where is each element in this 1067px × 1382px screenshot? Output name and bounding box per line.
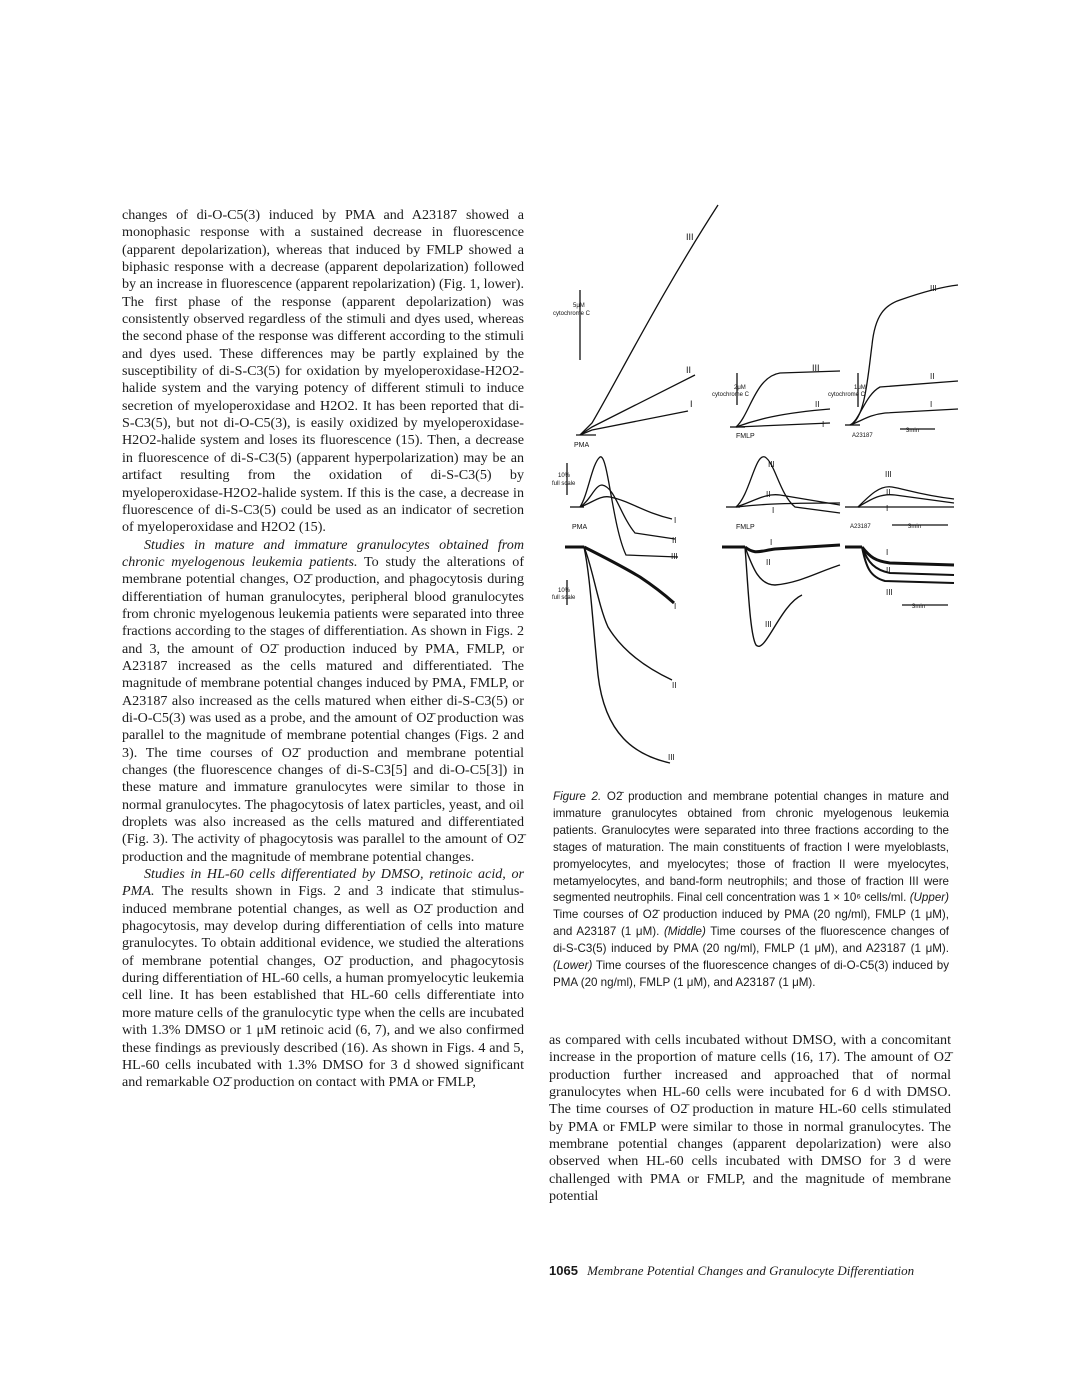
page-footer	[549, 1263, 951, 1279]
label-a23-I: I	[930, 400, 933, 409]
label-pma-I: I	[690, 399, 693, 409]
fmlp-dio-curve-III	[745, 547, 802, 646]
pma-dis-curve-I	[580, 497, 672, 519]
upper-panel	[576, 205, 958, 435]
caption-upper-text: Time courses of O2̄ production induced by PMA (20 ng/ml), FMLP (1 μM), and A23187 (1 μM).	[553, 908, 949, 939]
label-lower-time: 3min	[912, 604, 926, 610]
label-cyto2-b: cytochrome C	[712, 392, 750, 398]
page-number: 1065	[549, 1263, 578, 1278]
label-pma-dio-III: III	[668, 753, 675, 762]
label-a23187: A23187	[852, 433, 873, 439]
paragraph-2	[122, 537, 524, 867]
label-a23-dis-III: III	[885, 470, 892, 479]
label-fmlp-dio-I: I	[770, 538, 773, 547]
label-scale2-b: full scale	[552, 595, 576, 601]
pma-dis-curve-III	[580, 457, 678, 557]
label-fmlp-I: I	[822, 420, 825, 429]
a23-dio-curve-I	[862, 547, 954, 565]
paragraph-3-body: The results shown in Figs. 2 and 3 indicate that stimulus-induced membrane potential changes, as well as O2̄ production and phagocytosis, may develop during differentiation of cells into mature granulocytes. To obtain additional evidence, we studied the alterations of membrane potential changes, O2̄ production, and phagocytosis during differentiation of HL-60 cells, a human promyelocytic leukemia cell line. It has been established that HL-60 cells differentiate into more mature cells of the granulocytic type when the cells are incubated with 1.3% DMSO or 1 μM retinoic acid (6, 7), and we also confirmed these findings as previously described (16). As shown in Figs. 4 and 5, HL-60 cells incubated with 1.3% DMSO for 3 d showed significant and remarkable O2̄ production on contact with PMA or FMLP,	[122, 883, 524, 1091]
label-a23-III: III	[930, 284, 937, 293]
label-middle-time: 3min	[908, 524, 922, 530]
label-pma-dis-II: II	[672, 536, 677, 545]
a23-dio-curve-II	[862, 547, 954, 575]
label-fmlp: FMLP	[736, 433, 755, 440]
a23187-curve-III	[850, 285, 958, 425]
label-cyto1-a: 1μM	[854, 385, 866, 391]
left-text-column	[122, 207, 524, 1092]
label-cyto2-a: 2μM	[734, 385, 746, 391]
caption-lower-text: Time courses of the fluorescence changes of di-O-C5(3) induced by PMA (20 ng/ml), FMLP (1 μM), and A23187 (1 μM).	[553, 959, 949, 989]
label-pma-dis-I: I	[674, 516, 677, 525]
right-text-column	[549, 1032, 951, 1205]
section-heading-hl60: Studies in HL-60 cells differentiated by DMSO, retinoic acid, or PMA.	[122, 866, 524, 900]
fmlp-dis-curve-I	[736, 503, 840, 507]
label-cyto1-b: cytochrome C	[828, 392, 866, 398]
label-fmlp-dis-II: II	[766, 490, 771, 499]
fmlp-curve-II	[736, 409, 830, 427]
caption-label: Figure 2.	[553, 790, 602, 803]
label-a23-dio-I: I	[886, 548, 889, 557]
label-cyto5-b: cytochrome C	[553, 311, 591, 317]
label-a23-dio-II: II	[886, 566, 891, 575]
lower-panel	[565, 545, 954, 763]
caption-middle-label: (Middle)	[663, 925, 706, 939]
label-a23-II: II	[930, 372, 935, 381]
fmlp-curve-I	[736, 423, 830, 427]
fmlp-dis-curve-III	[736, 457, 840, 513]
section-heading-cml: Studies in mature and immature granulocytes obtained from chronic myelogenous leukemia patients.	[122, 536, 524, 570]
fmlp-dio-curve-I	[745, 545, 840, 552]
paragraph-1: changes of di-O-C5(3) induced by PMA and A23187 showed a monophasic response with a sustained decrease in fluorescence (apparent depolarization), whereas that induced by FMLP showed a biphasic response with a decrease (apparent depolarization) followed by an increase in fluorescence (apparent repolarization) (Fig. 1, lower). The first phase of the response (apparent depolarization) was consistently observed regardless of the stimuli and dyes used, whereas the second phase of the response was different according to the stimuli and dyes used. These differences may be partly explained by the susceptibility of di-S-C3(5) for oxidation by myeloperoxidase-H2O2-halide system and the varying potency of different stimuli to induce secretion of myeloperoxidase and H2O2. It has been reported that di-S-C3(5), but not di-O-C5(3), is easily oxidized by myeloperoxidase-H2O2-halide system and loses its fluorescence (15). Then, a decrease in fluorescence of di-S-C3(5) (apparent hyperpolarization) may be an artifact resulting from the oxidation of di-S-C3(5) by myeloperoxidase-H2O2-halide system. If this is the case, a decrease in fluorescence of di-S-C3(5) could be used as an indicator of secretion of myeloperoxidase and H2O2 (15).	[122, 207, 524, 536]
caption-text: O2̄ production and membrane potential changes in mature and immature granulocytes obtained from chronic myelogenous leukemia patients. Granulocytes were separated into three fractions according to the stages of maturation. The main constituents of fraction I were myeloblasts, promyelocytes, and myelocytes; those of fraction II were myelocytes, metamyelocytes, and band-form neutrophils; and those of fraction III were segmented neutrophils. Final cell concentration was 1 × 10⁶ cells/ml.	[553, 790, 949, 905]
middle-panel	[567, 457, 954, 557]
paragraph-3	[122, 866, 524, 1091]
figure-2	[540, 195, 960, 775]
lower-labels	[552, 538, 925, 762]
upper-labels	[553, 232, 937, 449]
label-fmlp-III: III	[812, 363, 820, 373]
label-fmlp-dis-III: III	[768, 460, 775, 469]
label-scale-b: full scale	[552, 481, 576, 487]
a23187-curve-I	[850, 409, 958, 425]
right-paragraph-1: as compared with cells incubated without DMSO, with a concomitant increase in the proportion of mature cells (16, 17). The amount of O2̄ production further increased and approached that of normal granulocytes when HL-60 cells were incubated for 6 d with DMSO. The time courses of O2̄ production in mature HL-60 cells stimulated by PMA or FMLP were similar to those in normal granulocytes. The membrane potential changes (apparent depolarization) were also observed when HL-60 cells incubated with DMSO for 3 d were challenged with PMA or FMLP, and the magnitude of membrane potential	[549, 1032, 951, 1205]
label-a23-dio-III: III	[886, 588, 893, 597]
label-fmlp-dis-I: I	[772, 506, 775, 515]
label-a23187-mid: A23187	[850, 524, 871, 530]
caption-upper-label: (Upper)	[909, 891, 949, 905]
running-title: Membrane Potential Changes and Granulocyte Differentiation	[587, 1263, 915, 1278]
pma-dio-curve-III	[584, 547, 670, 763]
label-pma-II: II	[686, 365, 692, 375]
label-fmlp-II: II	[815, 400, 820, 409]
label-pma-dio-II: II	[672, 681, 677, 690]
label-a23-dis-I: I	[886, 504, 889, 513]
label-pma-mid: PMA	[572, 524, 588, 531]
label-upper-time: 3min	[906, 428, 920, 434]
pma-curve-III	[580, 205, 718, 435]
label-scale2-a: 10%	[558, 588, 571, 594]
paragraph-2-body: To study the alterations of membrane potential changes, O2̄ production, and phagocytosis during differentiation of human granulocytes, peripheral blood granulocytes from chronic myelogenous leukemia patients were separated into three fractions according to the stages of differentiation. As shown in Figs. 2 and 3, the amount of O2̄ production induced by PMA, FMLP, or A23187 increased as the cells matured and differentiated. The magnitude of membrane potential changes induced by PMA, FMLP, or A23187 also increased as the cells matured when either di-S-C3(5) or di-O-C5(3) was used as a probe, and the amount of O2̄ production was parallel to the magnitude of membrane potential changes (Figs. 2 and 3). The time courses of O2̄ production and membrane potential changes (the fluorescence changes of di-S-C3[5] and di-O-C5[3]) in these mature and immature granulocytes were similar to those in normal granulocytes. The phagocytosis of latex particles, yeast, and oil droplets was also increased as the cells matured and differentiated (Fig. 3). The activity of phagocytosis was parallel to the amount of O2̄ production and the magnitude of membrane potential changes.	[122, 553, 525, 865]
pma-curve-II	[580, 375, 695, 435]
label-cyto5-a: 5μM	[573, 303, 585, 309]
label-fmlp-dio-II: II	[766, 558, 771, 567]
label-pma-dio-I: I	[674, 602, 677, 611]
label-scale-a: 10%	[558, 473, 571, 479]
label-pma-dis-III: III	[671, 552, 678, 561]
label-fmlp-mid: FMLP	[736, 524, 755, 531]
fmlp-curve-III	[736, 371, 840, 427]
label-fmlp-dio-III: III	[765, 620, 772, 629]
caption-lower-label: (Lower)	[553, 959, 593, 973]
label-pma-III: III	[686, 232, 694, 242]
pma-dis-curve-II	[580, 485, 675, 539]
label-a23-dis-II: II	[886, 488, 891, 497]
figure-caption	[553, 789, 949, 992]
label-pma: PMA	[574, 442, 590, 449]
caption-middle-text: Time courses of the fluorescence changes of di-S-C3(5) induced by PMA (20 ng/ml), FMLP (1 μM), and A23187 (1 μM).	[553, 925, 949, 956]
